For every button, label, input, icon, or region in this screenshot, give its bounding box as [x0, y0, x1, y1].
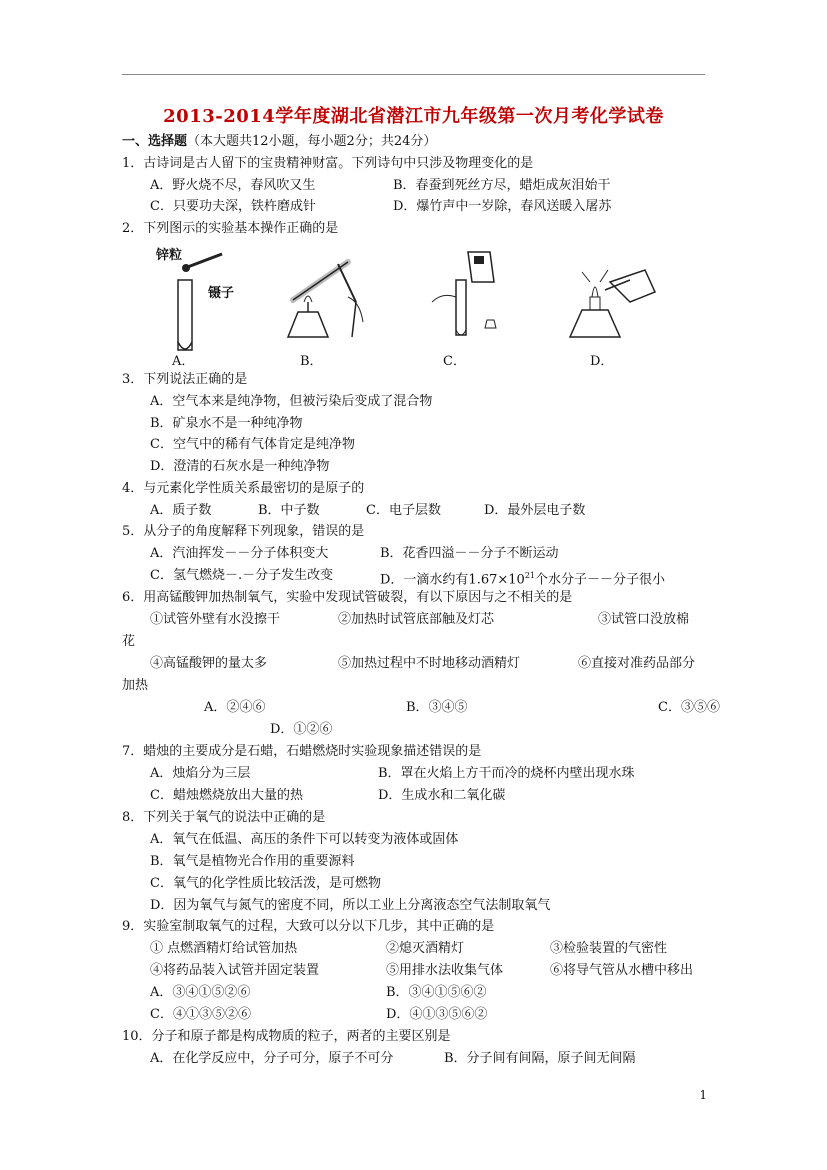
q9-item-1: ① 点燃酒精灯给试管加热 — [150, 941, 298, 956]
q9-stem: 9．实验室制取氧气的过程，大致可以分以下几步，其中正确的是 — [122, 919, 495, 934]
label-zinc: 锌粒 — [156, 248, 183, 263]
q3-option-b: B．矿泉水不是一种纯净物 — [150, 416, 303, 431]
q8-option-c: C．氧气的化学性质比较活泼，是可燃物 — [150, 876, 381, 891]
q9-option-b: B．③④①⑤⑥② — [386, 985, 487, 1000]
q6-item-6: ⑥直接对准药品部分 — [578, 656, 696, 671]
q1-stem: 1．古诗词是古人留下的宝贵精神财富。下列诗句中只涉及物理变化的是 — [122, 156, 534, 171]
q6-item-2: ②加热时试管底部触及灯芯 — [338, 612, 495, 627]
q1-option-c: C．只要功夫深，铁杵磨成针 — [150, 199, 316, 214]
q9-item-6: ⑥将导气管从水槽中移出 — [550, 963, 694, 978]
q10-option-a: A．在化学反应中，分子可分，原子不可分 — [150, 1051, 394, 1066]
q6-item-3-cont: 花 — [122, 634, 136, 649]
figure-b-icon — [268, 242, 378, 352]
q1-option-a: A．野火烧不尽，春风吹又生 — [150, 178, 316, 193]
q6-item-1: ①试管外壁有水没擦干 — [150, 612, 281, 627]
q5-d-exponent: 21 — [524, 571, 535, 580]
q5-option-d — [380, 568, 665, 588]
q5-d-text-end: 个水分子－－分子很小 — [535, 572, 666, 588]
q2-figures — [150, 242, 670, 367]
q5-stem: 5．从分子的角度解释下列现象，错误的是 — [122, 524, 365, 539]
q6-item-5: ⑤加热过程中不时地移动酒精灯 — [338, 656, 521, 671]
section-note: （本大题共12小题，每小题2分；共24分） — [187, 134, 437, 149]
q3-option-a: A．空气本来是纯净物，但被污染后变成了混合物 — [150, 394, 433, 409]
q9-item-3: ③检验装置的气密性 — [550, 941, 668, 956]
q9-item-2: ②熄灭酒精灯 — [386, 941, 465, 956]
q8-stem: 8．下列关于氧气的说法中正确的是 — [122, 810, 326, 825]
q8-option-b: B．氧气是植物光合作用的重要源料 — [150, 854, 355, 869]
q8-option-d: D．因为氧气与氮气的密度不同，所以工业上分离液态空气法制取氧气 — [150, 898, 551, 913]
q9-option-c: C．④①③⑤②⑥ — [150, 1007, 251, 1022]
q2-option-d: D． — [590, 354, 614, 369]
q4-option-d: D．最外层电子数 — [484, 503, 586, 518]
q3-option-d: D．澄清的石灰水是一种纯净物 — [150, 459, 330, 474]
q1-option-b: B．春蚕到死丝方尽，蜡炬成灰泪始干 — [393, 178, 611, 193]
q7-option-b: B．罩在火焰上方干而冷的烧杯内壁出现水珠 — [378, 766, 635, 781]
q4-stem: 4．与元素化学性质关系最密切的是原子的 — [122, 481, 365, 496]
q6-option-a: A．②④⑥ — [204, 700, 266, 715]
q5-option-a: A．汽油挥发－－分子体积变大 — [150, 546, 329, 561]
q6-option-c: C．③⑤⑥ — [658, 700, 720, 715]
figure-c-icon — [412, 242, 522, 352]
section-heading — [122, 134, 436, 150]
q3-option-c: C．空气中的稀有气体肯定是纯净物 — [150, 437, 355, 452]
q6-item-3: ③试管口没放棉 — [598, 612, 690, 627]
q10-stem: 10．分子和原子都是构成物质的粒子，两者的主要区别是 — [122, 1029, 451, 1044]
section-name: 一、选择题 — [122, 134, 188, 149]
q7-option-c: C．蜡烛燃烧放出大量的热 — [150, 788, 303, 803]
page-title: 2013-2014学年度湖北省潜江市九年级第一次月考化学试卷 — [163, 106, 664, 127]
page-number: 1 — [699, 1088, 707, 1102]
q3-stem: 3．下列说法正确的是 — [122, 372, 248, 387]
q5-option-b: B．花香四溢－－分子不断运动 — [380, 546, 559, 561]
q6-stem: 6．用高锰酸钾加热制氧气，实验中发现试管破裂，有以下原因与之不相关的是 — [122, 590, 573, 605]
q2-stem: 2．下列图示的实验基本操作正确的是 — [122, 221, 339, 236]
q7-stem: 7．蜡烛的主要成分是石蜡，石蜡燃烧时实验现象描述错误的是 — [122, 744, 482, 759]
q7-option-a: A．烛焰分为三层 — [150, 766, 251, 781]
header-rule — [122, 74, 705, 75]
q9-option-a: A．③④①⑤②⑥ — [150, 985, 251, 1000]
q4-option-b: B．中子数 — [258, 503, 320, 518]
q1-option-d: D．爆竹声中一岁除，春风送暖入屠苏 — [393, 199, 612, 214]
q10-option-b: B．分子间有间隔，原子间无间隔 — [444, 1051, 636, 1066]
q2-option-a: A． — [172, 354, 195, 369]
figure-d-icon — [560, 242, 670, 352]
q2-option-c: C． — [443, 354, 466, 369]
q8-option-a: A．氧气在低温、高压的条件下可以转变为液体或固体 — [150, 832, 459, 847]
q2-option-b: B． — [300, 354, 323, 369]
q6-item-6-cont: 加热 — [122, 678, 149, 693]
q9-option-d: D．④①③⑤⑥② — [386, 1007, 488, 1022]
q4-option-a: A．质子数 — [150, 503, 212, 518]
q6-option-d: D．①②⑥ — [270, 722, 333, 737]
q4-option-c: C．电子层数 — [366, 503, 441, 518]
q5-option-c: C．氢气燃烧－.－分子发生改变 — [150, 568, 334, 583]
label-tweezers: 镊子 — [208, 286, 235, 301]
q9-item-5: ⑤用排水法收集气体 — [386, 963, 504, 978]
q5-d-text: D．一滴水约有1.67×10 — [380, 572, 525, 588]
q9-item-4: ④将药品装入试管并固定装置 — [150, 963, 320, 978]
q7-option-d: D．生成水和二氧化碳 — [378, 788, 506, 803]
q6-option-b: B．③④⑤ — [406, 700, 468, 715]
q6-item-4: ④高锰酸钾的量太多 — [150, 656, 268, 671]
